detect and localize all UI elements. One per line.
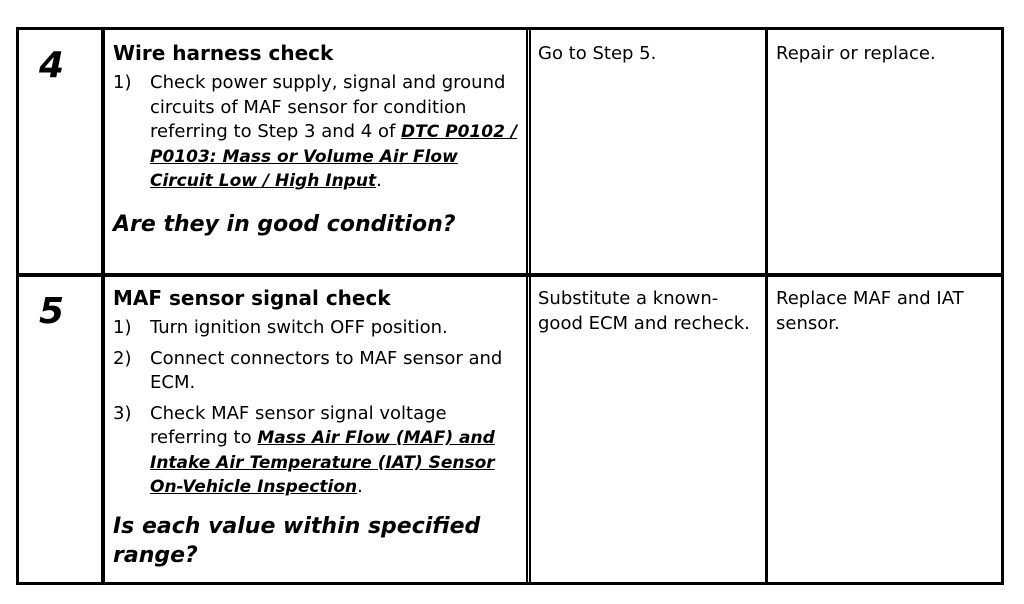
item-text: Check power supply, signal and ground circuits of MAF sensor for condition referring to Step 3 and 4 of bbox=[150, 72, 506, 142]
item-number: 2) bbox=[113, 347, 132, 369]
column-divider-step bbox=[101, 30, 105, 582]
action-cell bbox=[113, 286, 523, 570]
no-cell bbox=[776, 286, 998, 336]
instruction-item bbox=[113, 402, 523, 500]
no-cell bbox=[776, 41, 998, 66]
instruction-item bbox=[113, 71, 518, 194]
dtc-reference-link[interactable]: DTC P0102 / P0103: Mass or Volume Air Flow Circuit Low / High Input bbox=[150, 122, 518, 191]
diagnostic-table bbox=[16, 27, 1004, 585]
instruction-list bbox=[113, 316, 523, 500]
column-divider-yes bbox=[765, 30, 768, 582]
action-cell bbox=[113, 41, 518, 239]
item-text: Check MAF sensor signal voltage referring to bbox=[150, 402, 447, 448]
item-text-end: . bbox=[376, 170, 382, 191]
item-text-end: . bbox=[357, 476, 363, 497]
yes-cell bbox=[538, 41, 760, 66]
step-title: Wire harness check bbox=[113, 41, 334, 65]
item-text: Connect connectors to MAF sensor and ECM. bbox=[150, 347, 503, 393]
item-number: 1) bbox=[113, 317, 132, 338]
inspection-reference-link[interactable]: Mass Air Flow (MAF) and Intake Air Temperature (IAT) Sensor On-Vehicle Inspection bbox=[150, 428, 495, 497]
instruction-item bbox=[113, 316, 523, 341]
row-divider bbox=[19, 273, 1001, 277]
item-number: 3) bbox=[113, 402, 132, 424]
item-text: Turn ignition switch OFF position. bbox=[150, 317, 448, 338]
check-question: Are they in good condition? bbox=[113, 211, 456, 237]
step-number: 5 bbox=[39, 291, 65, 332]
no-action: Replace MAF and IAT sensor. bbox=[776, 288, 964, 334]
step-number: 4 bbox=[39, 45, 65, 86]
yes-action: Go to Step 5. bbox=[538, 43, 657, 64]
instruction-item bbox=[113, 347, 523, 396]
step-title: MAF sensor signal check bbox=[113, 286, 391, 310]
instruction-list bbox=[113, 71, 518, 194]
yes-cell bbox=[538, 286, 753, 336]
item-number: 1) bbox=[113, 72, 132, 93]
column-divider-action bbox=[526, 30, 531, 582]
check-question: Is each value within specified range? bbox=[113, 513, 481, 568]
no-action: Repair or replace. bbox=[776, 43, 936, 64]
yes-action: Substitute a known-good ECM and recheck. bbox=[538, 288, 750, 334]
